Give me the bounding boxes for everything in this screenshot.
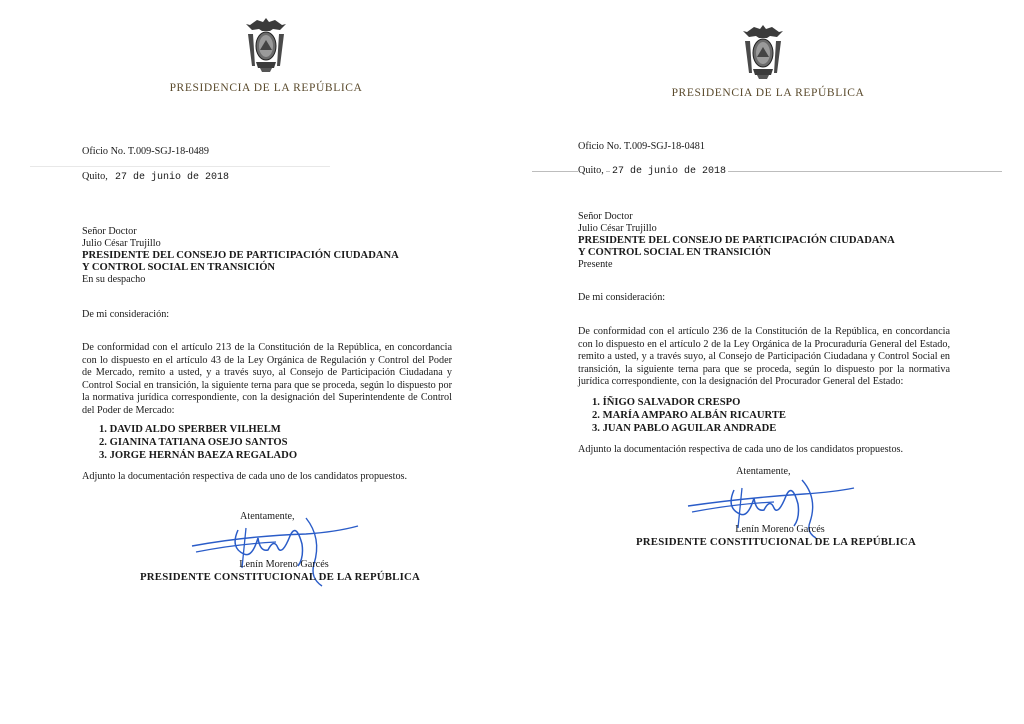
greeting: De mi consideración: (82, 309, 170, 320)
greeting: De mi consideración: (578, 292, 666, 303)
candidate-item: 2. GIANINA TATIANA OSEJO SANTOS (99, 436, 288, 448)
closing: Atentamente, (240, 511, 295, 522)
recipient-location: En su despacho (82, 274, 146, 285)
recipient-title-line1: PRESIDENTE DEL CONSEJO DE PARTICIPACIÓN CIUDADANA (82, 250, 399, 261)
signer-name: Lenín Moreno Garcés (239, 559, 329, 570)
candidate-list (99, 424, 297, 462)
candidate-item: 1. DAVID ALDO SPERBER VILHELM (99, 424, 281, 435)
recipient-title-line2: Y CONTROL SOCIAL EN TRANSICIÓN (578, 247, 772, 258)
letter-right (512, 0, 1024, 724)
date-stamp: 27 de junio de 2018 (115, 172, 230, 183)
body-paragraph: De conformidad con el artículo 213 de la Constitución de la República, en concordancia con lo dispuesto en el artículo 43 de la Ley Orgánica de Regulación y Control del Poder de Mercado, remito a usted, y a través suyo, al Consejo de Participación Ciudadana y Control Social en transición, la siguiente terna para que se proceda, según lo dispuesto por la normativa jurídica correspondiente, con la designación del Superintendente de Control del Poder de Mercado: (82, 342, 452, 416)
oficio-number: Oficio No. T.009-SGJ-18-0489 (82, 146, 209, 157)
candidate-item: 3. JORGE HERNÁN BAEZA REGALADO (99, 449, 298, 461)
candidate-list (592, 397, 786, 435)
coat-of-arms-icon (244, 16, 288, 74)
oficio-number: Oficio No. T.009-SGJ-18-0481 (578, 141, 705, 152)
recipient-title-line2: Y CONTROL SOCIAL EN TRANSICIÓN (82, 262, 276, 273)
coat-of-arms-icon (741, 23, 785, 81)
signer-title: PRESIDENTE CONSTITUCIONAL DE LA REPÚBLICA (636, 536, 916, 548)
candidate-item: 3. JUAN PABLO AGUILAR ANDRADE (592, 422, 777, 434)
divider (30, 166, 330, 167)
recipient-name: Julio César Trujillo (82, 238, 161, 249)
date-stamp: 27 de junio de 2018 (612, 166, 727, 177)
recipient-name: Julio César Trujillo (578, 223, 657, 234)
recipient-location: Presente (578, 259, 613, 270)
letterhead-title: PRESIDENCIA DE LA REPÚBLICA (671, 87, 865, 99)
attachment-note: Adjunto la documentación respectiva de cada uno de los candidatos propuestos. (578, 444, 904, 455)
candidate-item: 2. MARÍA AMPARO ALBÁN RICAURTE (592, 409, 786, 421)
closing: Atentamente, (736, 466, 791, 477)
attachment-note: Adjunto la documentación respectiva de cada uno de los candidatos propuestos. (82, 471, 408, 482)
place-label: Quito, (82, 171, 108, 182)
body-paragraph: De conformidad con el artículo 236 de la Constitución de la República, en concordancia con lo dispuesto en el artículo 2 de la Ley Orgánica de la Procuraduría General del Estado, remito a usted, y a través suyo, al Consejo de Participación Ciudadana y Control Social en transición, la siguiente terna para que se proceda, según lo dispuesto por la normativa jurídica correspondiente, con la designación del Procurador General del Estado: (578, 326, 950, 388)
salutation: Señor Doctor (82, 226, 137, 237)
recipient-title-line1: PRESIDENTE DEL CONSEJO DE PARTICIPACIÓN CIUDADANA (578, 235, 895, 246)
letterhead-title: PRESIDENCIA DE LA REPÚBLICA (169, 82, 363, 94)
salutation: Señor Doctor (578, 211, 633, 222)
place-label: Quito, (578, 165, 604, 176)
signer-name: Lenín Moreno Garcés (735, 524, 825, 535)
candidate-item: 1. ÍÑIGO SALVADOR CRESPO (592, 397, 741, 408)
signer-title: PRESIDENTE CONSTITUCIONAL DE LA REPÚBLICA (140, 571, 420, 583)
